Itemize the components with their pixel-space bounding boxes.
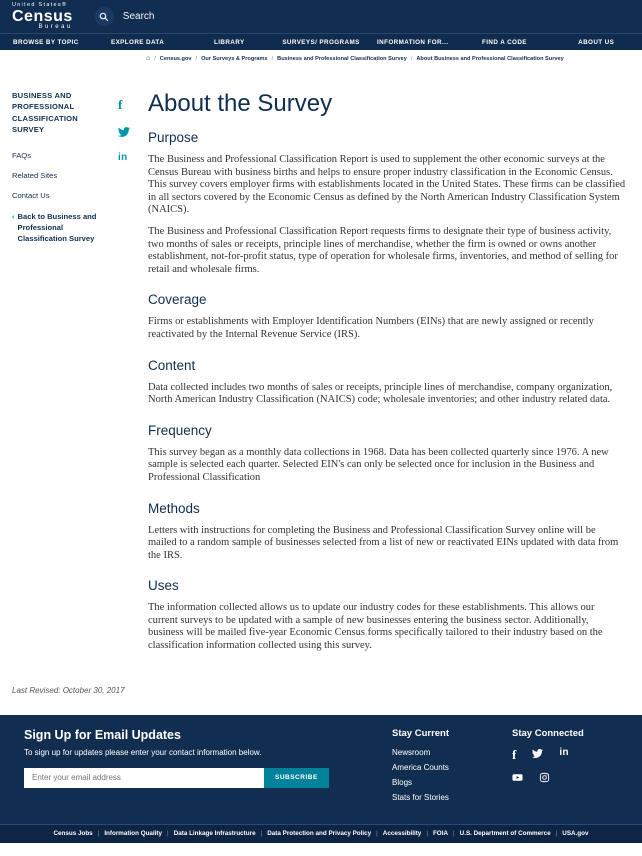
- logo-top-text: United States®: [12, 1, 68, 8]
- heading-content: Content: [148, 357, 196, 373]
- stay-current-title: Stay Current: [392, 727, 450, 739]
- stay-connected-column: [512, 728, 616, 808]
- signup-text: To sign up for updates please enter your contact information below.: [24, 747, 262, 757]
- site-header: [0, 0, 642, 33]
- sidebar-title: BUSINESS AND PROFESSIONAL CLASSIFICATION SURVEY: [12, 91, 78, 135]
- signup-title: Sign Up for Email Updates: [24, 727, 181, 742]
- nav-item-information-for[interactable]: INFORMATION FOR...: [377, 38, 449, 46]
- coverage-paragraph: Firms or establishments with Employer Identification Numbers (EINs) that are newly assigned or recently reactivated by the Internal Revenue Service (IRS).: [148, 316, 594, 340]
- nav-item-browse-by-topic[interactable]: BROWSE BY TOPIC: [13, 38, 79, 46]
- content-paragraph: Data collected includes two months of sales or receipts, principle lines of merchandise, company organization, North American Industry Classification (NAICS) code; wholesale inventories; and other industry related data.: [148, 381, 613, 406]
- back-link-label: Back to Business and Professional Classification Survey: [17, 211, 97, 243]
- last-revised: Last Revised: October 30, 2017: [12, 685, 125, 695]
- footer-link-blogs[interactable]: Blogs: [392, 777, 413, 787]
- sidebar-item-contact-us[interactable]: Contact Us: [12, 190, 50, 200]
- heading-coverage: Coverage: [148, 292, 207, 308]
- heading-frequency: Frequency: [148, 422, 212, 438]
- breadcrumb-bpc-survey[interactable]: / Business and Professional Classification Survey: [268, 56, 407, 62]
- stay-connected-title: Stay Connected: [512, 727, 584, 739]
- social-icon-row-1: [512, 748, 616, 761]
- frequency-paragraph: This survey began as a monthly data collections in 1968. Data has been collected quarterly since 1976. A new sample is selected each quarter. Selected EIN's can only be selected once for inclusion in the Business and Professional Classification: [148, 446, 609, 483]
- heading-uses: Uses: [148, 578, 179, 594]
- purpose-paragraph-2: The Business and Professional Classification Report requests firms to designate their type of business activity, two months of sales or receipts, principle lines of merchandise, whether the firm is owned or owns another establishment, not-for-profit status, type of operation for wholesale firms, inventories, and method of selling for retail and wholesale firms.: [148, 225, 618, 275]
- heading-methods: Methods: [148, 500, 200, 516]
- footer-link-foia[interactable]: | FOIA: [421, 830, 448, 837]
- twitter-icon[interactable]: [118, 126, 130, 138]
- search-input[interactable]: [123, 11, 383, 22]
- section-purpose: [148, 130, 626, 276]
- bottom-strip: [0, 843, 642, 850]
- search-icon: [99, 12, 109, 22]
- instagram-icon[interactable]: [539, 772, 550, 783]
- section-content: [148, 358, 626, 407]
- facebook-icon[interactable]: f: [512, 746, 517, 762]
- breadcrumb: [0, 50, 642, 66]
- logo-sub-text: Bureau: [38, 24, 73, 31]
- social-icon-row-2: [512, 772, 616, 783]
- content-area: [0, 66, 642, 662]
- page-title: About the Survey: [148, 90, 333, 117]
- footer-link-accessibility[interactable]: | Accessibility: [371, 830, 421, 837]
- census-logo[interactable]: [12, 3, 73, 31]
- purpose-paragraph-1: The Business and Professional Classification Report is used to supplement the other economic surveys at the Census Bureau with business births and helps to ensure proper industry classification in the Economic Census. This survey covers employer firms with establishments located in the United States. These firms can be classified in all sectors covered by the Economic Census as defined by the North American Industry Classification System (NAICS).: [148, 154, 626, 216]
- linkedin-icon[interactable]: in: [559, 746, 569, 758]
- uses-paragraph: The information collected allows us to update our industry codes for these establishments. This allows our current surveys to be updated with a sample of new businesses entering the business sector. Additionally, business will be mailed five-year Economic Census forms specifically tailored to their industry based on the classification information collected using this survey.: [148, 602, 603, 652]
- footer-link-census-jobs[interactable]: Census Jobs: [53, 830, 93, 838]
- breadcrumb-census-gov[interactable]: / Census.gov: [150, 56, 191, 62]
- share-column: [118, 90, 148, 662]
- nav-item-explore-data[interactable]: EXPLORE DATA: [110, 38, 165, 46]
- nav-item-about-us[interactable]: ABOUT US: [578, 38, 615, 46]
- home-icon[interactable]: ⌂: [146, 55, 151, 62]
- footer-bottom-bar: [0, 824, 642, 843]
- search-button[interactable]: [95, 7, 114, 26]
- header-search: [95, 7, 630, 26]
- subscribe-button[interactable]: SUBSCRIBE: [264, 768, 329, 788]
- footer-link-information-quality[interactable]: | Information Quality: [93, 830, 162, 837]
- section-frequency: [148, 423, 626, 485]
- footer-link-data-protection[interactable]: | Data Protection and Privacy Policy: [256, 830, 372, 837]
- section-coverage: [148, 292, 626, 341]
- site-footer: [0, 715, 642, 824]
- nav-item-library[interactable]: LIBRARY: [214, 38, 245, 46]
- twitter-icon[interactable]: [532, 748, 543, 761]
- heading-purpose: Purpose: [148, 130, 199, 145]
- signup-form: [24, 768, 364, 788]
- section-methods: [148, 501, 626, 563]
- footer-link-stats-for-stories[interactable]: Stats for Stories: [392, 792, 449, 802]
- stay-current-column: [392, 728, 484, 808]
- sidebar-item-faqs[interactable]: FAQs: [12, 150, 31, 160]
- nav-item-surveys-programs[interactable]: SURVEYS/ PROGRAMS: [282, 38, 360, 46]
- youtube-icon[interactable]: [512, 772, 523, 783]
- logo-main-text: Census: [12, 8, 73, 26]
- section-uses: [148, 578, 626, 652]
- nav-item-find-a-code[interactable]: FIND A CODE: [482, 38, 527, 46]
- main-content: [148, 90, 626, 662]
- footer-link-newsroom[interactable]: Newsroom: [392, 747, 431, 757]
- breadcrumb-about-bpc-survey: / About Business and Professional Classification Survey: [407, 56, 564, 62]
- chevron-left-icon: ‹: [12, 211, 15, 221]
- main-nav: [0, 33, 642, 50]
- footer-link-america-counts[interactable]: America Counts: [392, 762, 449, 772]
- breadcrumb-our-surveys[interactable]: / Our Surveys & Programs: [192, 56, 268, 62]
- sidebar-back-link[interactable]: [12, 211, 108, 244]
- footer-link-commerce[interactable]: | U.S. Department of Commerce: [448, 830, 551, 837]
- linkedin-icon[interactable]: in: [118, 152, 128, 163]
- footer-link-data-linkage[interactable]: | Data Linkage Infrastructure: [162, 830, 256, 837]
- sidebar-item-related-sites[interactable]: Related Sites: [12, 170, 58, 180]
- email-signup: [24, 728, 364, 808]
- email-input[interactable]: [24, 768, 264, 788]
- facebook-icon[interactable]: f: [118, 97, 123, 112]
- footer-link-usa-gov[interactable]: | USA.gov: [551, 830, 589, 837]
- methods-paragraph: Letters with instructions for completing the Business and Professional Classification Survey online will be mailed to a random sample of businesses selected from a list of new or reactivated EINs updated with data from the IRS.: [148, 524, 619, 561]
- left-sidebar: [12, 90, 118, 662]
